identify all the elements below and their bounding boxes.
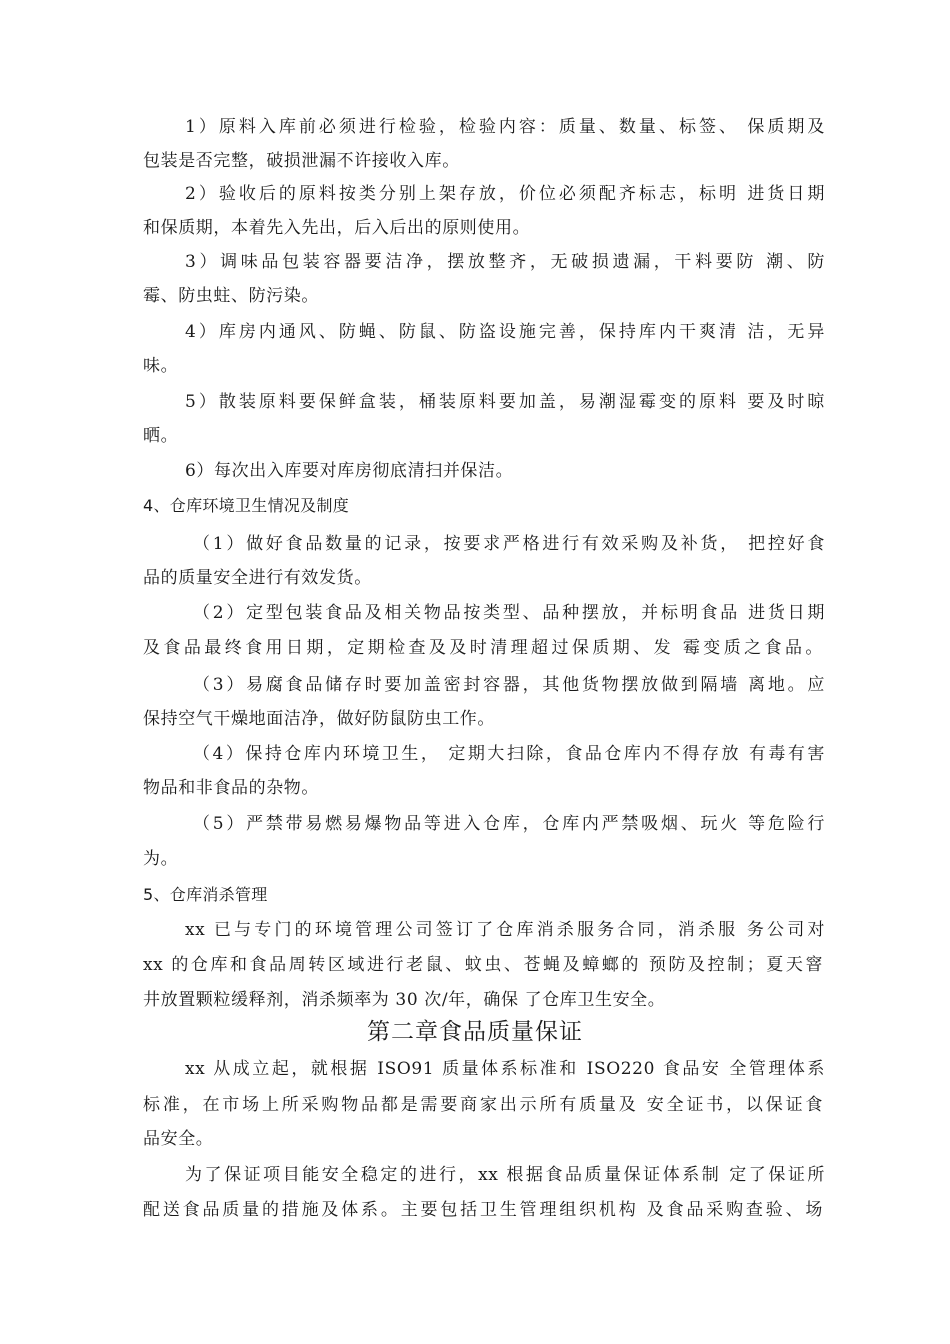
item-4-line-1: 4）库房内通风、防蝇、防鼠、防盗设施完善，保持库内干爽清 洁，无异 [185, 322, 825, 342]
s4-item-3-line-1: （3）易腐食品储存时要加盖密封容器，其他货物摆放做到隔墙 离地。应 [193, 675, 825, 695]
item-1-line-2: 包装是否完整，破损泄漏不许接收入库。 [143, 151, 460, 171]
s4-item-5-line-2: 为。 [143, 849, 179, 869]
s5-line-3: 井放置颗粒缓释剂，消杀频率为 30 次/年，确保 了仓库卫生安全。 [143, 990, 666, 1010]
item-1-line-1: 1）原料入库前必须进行检验，检验内容：质量、数量、标签、 保质期及 [185, 117, 825, 137]
item-5-line-1: 5）散装原料要保鲜盒装，桶装原料要加盖，易潮湿霉变的原料 要及时晾 [185, 392, 825, 412]
item-5-line-2: 晒。 [143, 426, 179, 446]
s4-item-3-line-2: 保持空气干燥地面洁净，做好防鼠防虫工作。 [143, 709, 495, 729]
s4-item-1-line-1: （1）做好食品数量的记录，按要求严格进行有效采购及补货， 把控好食 [193, 534, 825, 554]
s4-item-5-line-1: （5）严禁带易燃易爆物品等进入仓库，仓库内严禁吸烟、玩火 等危险行 [193, 814, 825, 834]
ch2-para2-line-2: 配送食品质量的措施及体系。主要包括卫生管理组织机构 及食品采购查验、场 [143, 1200, 823, 1220]
item-3-line-2: 霉、防虫蛀、防污染。 [143, 286, 319, 306]
s4-item-4-line-1: （4）保持仓库内环境卫生， 定期大扫除，食品仓库内不得存放 有毒有害 [193, 744, 825, 764]
item-2-line-1: 2）验收后的原料按类分别上架存放，价位必须配齐标志，标明 进货日期 [185, 184, 825, 204]
s5-line-2: xx 的仓库和食品周转区域进行老鼠、蚊虫、苍蝇及蟑螂的 预防及控制；夏天窨 [143, 955, 823, 975]
section-4-heading: 4、仓库环境卫生情况及制度 [143, 496, 350, 515]
s4-item-2-line-2: 及食品最终食用日期，定期检查及及时清理超过保质期、发 霉变质之食品。 [143, 638, 823, 658]
s4-item-1-line-2: 品的质量安全进行有效发货。 [143, 568, 372, 588]
item-2-line-2: 和保质期，本着先入先出，后入后出的原则使用。 [143, 218, 531, 238]
section-5-heading: 5、仓库消杀管理 [143, 885, 268, 904]
item-6-line-1: 6）每次出入库要对库房彻底清扫并保洁。 [185, 461, 514, 481]
ch2-para1-line-2: 标准，在市场上所采购物品都是需要商家出示所有质量及 安全证书，以保证食 [143, 1095, 823, 1115]
item-4-line-2: 味。 [143, 356, 179, 376]
ch2-para1-line-3: 品安全。 [143, 1129, 214, 1149]
s4-item-2-line-1: （2）定型包装食品及相关物品按类型、品种摆放，并标明食品 进货日期 [193, 603, 825, 623]
chapter-title: 第二章食品质量保证 [367, 1019, 583, 1045]
ch2-para2-line-1: 为了保证项目能安全稳定的进行，xx 根据食品质量保证体系制 定了保证所 [185, 1165, 825, 1185]
ch2-para1-line-1: xx 从成立起，就根据 ISO91 质量体系标准和 ISO220 食品安 全管理体系 [185, 1059, 825, 1079]
s5-line-1: xx 已与专门的环境管理公司签订了仓库消杀服务合同，消杀服 务公司对 [185, 920, 825, 940]
item-3-line-1: 3）调味品包装容器要洁净，摆放整齐，无破损遗漏，干料要防 潮、防 [185, 252, 825, 272]
s4-item-4-line-2: 物品和非食品的杂物。 [143, 778, 319, 798]
